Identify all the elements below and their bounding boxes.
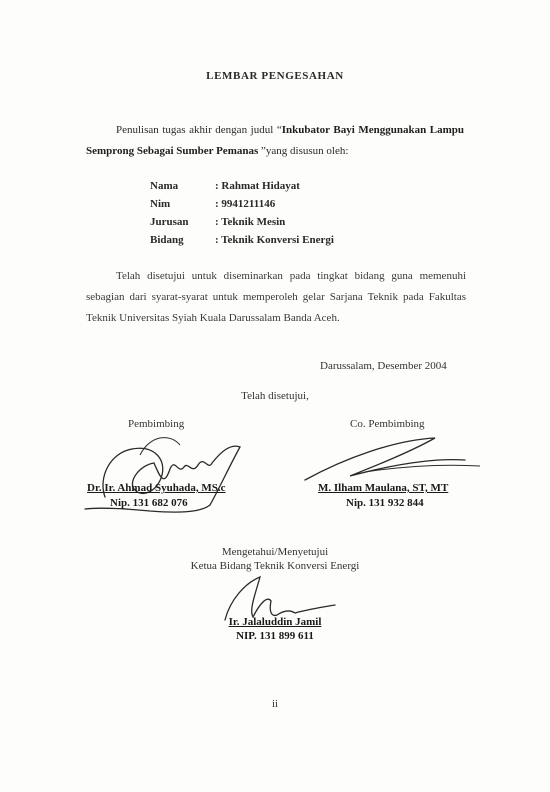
info-row-bidang xyxy=(150,231,334,249)
info-row-nim xyxy=(150,195,334,213)
intro-before: Penulisan tugas akhir dengan judul “ xyxy=(116,124,282,136)
intro-paragraph xyxy=(86,120,464,162)
info-label: Nama xyxy=(150,180,179,192)
supervisor-nip: Nip. 131 682 076 xyxy=(110,497,188,509)
info-row-nama xyxy=(150,177,334,195)
supervisor-name: Dr. Ir. Ahmad Syuhada, MS.c xyxy=(87,482,226,494)
page-title: LEMBAR PENGESAHAN xyxy=(206,70,344,82)
info-label: Jurusan xyxy=(150,216,189,228)
info-row-jurusan xyxy=(150,213,334,231)
info-label: Bidang xyxy=(150,234,184,246)
info-value: : Rahmat Hidayat xyxy=(215,180,300,192)
head-name: Ir. Jalaluddin Jamil xyxy=(228,616,322,628)
supervisor-role: Pembimbing xyxy=(128,418,185,430)
thesis-title: Inkubator Bayi Menggunakan Lampu Semprong Sebagai Sumber Pemanas xyxy=(86,124,464,157)
approved-label: Telah disetujui, xyxy=(241,390,309,402)
info-value: : Teknik Konversi Energi xyxy=(215,234,334,246)
co-supervisor-signature xyxy=(295,430,495,490)
info-label: Nim xyxy=(150,198,171,210)
place-date: Darussalam, Desember 2004 xyxy=(320,360,447,372)
student-info-table xyxy=(150,177,334,249)
co-supervisor-name: M. Ilham Maulana, ST, MT xyxy=(318,482,449,494)
info-value: : Teknik Mesin xyxy=(215,216,286,228)
approval-paragraph: Telah disetujui untuk diseminarkan pada tingkat bidang guna memenuhi sebagian dari syarat-syarat untuk memperoleh gelar Sarjana Teknik pada Fakultas Teknik Universitas Syiah Kuala Darussalam Banda Aceh. xyxy=(86,270,466,324)
head-line-2: Ketua Bidang Teknik Konversi Energi xyxy=(190,560,360,572)
head-nip: NIP. 131 899 611 xyxy=(236,630,314,642)
co-supervisor-nip: Nip. 131 932 844 xyxy=(346,497,424,509)
head-line-1: Mengetahui/Menyetujui xyxy=(221,546,329,558)
intro-after: ”yang disusun oleh: xyxy=(258,145,349,157)
co-supervisor-role: Co. Pembimbing xyxy=(350,418,425,430)
page-number: ii xyxy=(271,698,279,710)
info-value: : 9941211146 xyxy=(215,198,276,210)
